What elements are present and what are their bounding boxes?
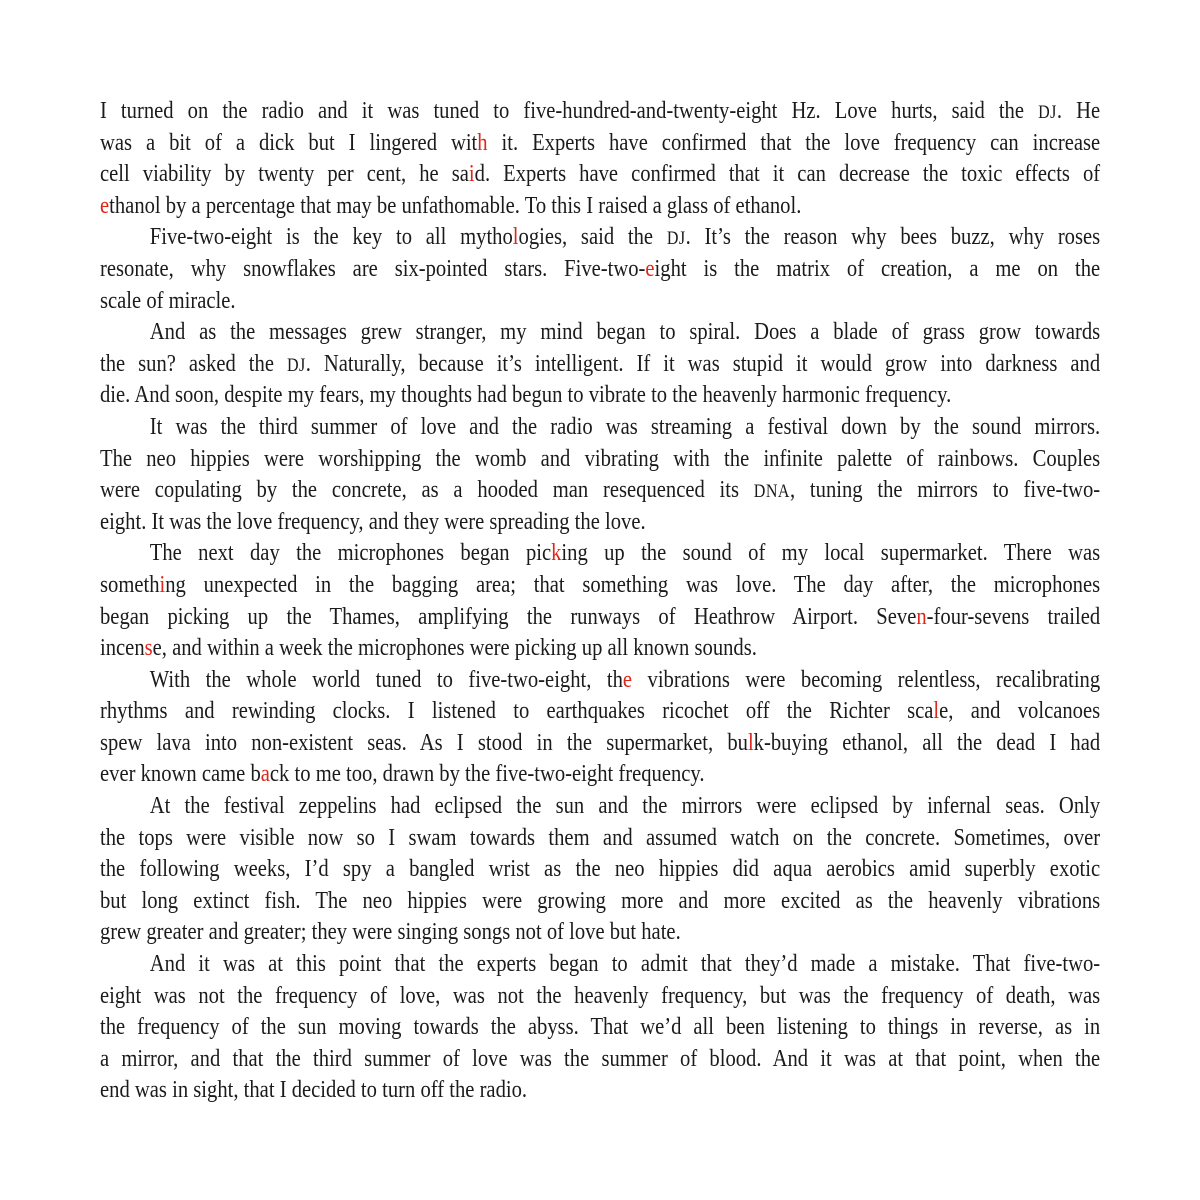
text-segment: die. And soon, despite my fears, my thoughts had begun to vibrate to the heavenly harmonic frequency. — [100, 382, 952, 409]
text-segment: Five-two-eight is the key to all mytho — [149, 224, 513, 251]
text-line — [100, 412, 1100, 444]
paragraph — [100, 96, 1100, 222]
text-segment: At the festival zeppelins had eclipsed the sun and the mirrors were eclipsed by infernal seas. Only — [149, 793, 1101, 820]
text-line — [100, 444, 1100, 476]
paragraph — [100, 665, 1100, 791]
red-letter: i — [468, 161, 475, 188]
text-line — [100, 917, 1100, 949]
text-segment: resonate, why snowflakes are six-pointed stars. Five-two- — [100, 255, 646, 282]
text-segment: thanol by a percentage that may be unfathomable. To this I raised a glass of ethanol. — [109, 192, 802, 219]
text-line — [100, 507, 1100, 539]
text-line — [100, 1075, 1100, 1107]
text-segment: eight was not the frequency of love, was not the heavenly frequency, but was the frequency of death, was — [100, 982, 1101, 1009]
text-segment: ing up the sound of my local supermarket. There was — [561, 540, 1101, 567]
red-letter: l — [512, 224, 519, 251]
text-line — [100, 633, 1100, 665]
text-line — [100, 854, 1100, 886]
text-line — [100, 759, 1100, 791]
paragraph — [100, 791, 1100, 949]
text-segment: And it was at this point that the experts began to admit that they’d made a mistake. That five-two- — [149, 951, 1101, 978]
text-segment: d. Experts have confirmed that it can decrease the toxic effects of — [474, 161, 1101, 188]
text-segment: The next day the microphones began pic — [149, 540, 552, 567]
text-segment: vibrations were becoming relentless, recalibrating — [632, 666, 1101, 693]
text-line — [100, 349, 1100, 381]
text-line — [100, 1012, 1100, 1044]
text-segment: . It’s the reason why bees buzz, why roses — [685, 224, 1101, 251]
text-segment: k-buying ethanol, all the dead I had — [753, 729, 1101, 756]
text-line — [100, 191, 1100, 223]
text-segment: I turned on the radio and it was tuned to five-hundred-and-twenty-eight Hz. Love hurts, said the — [100, 98, 1039, 124]
text-line — [100, 1044, 1100, 1076]
red-letter: e — [100, 192, 110, 219]
text-line — [100, 159, 1100, 191]
text-segment: ck to me too, drawn by the five-two-eight frequency. — [269, 761, 705, 788]
text-segment: it. Experts have confirmed that the love frequency can increase — [487, 129, 1101, 156]
red-letter: a — [260, 761, 270, 788]
paragraph — [100, 538, 1100, 664]
paragraph — [100, 412, 1100, 538]
text-line — [100, 254, 1100, 286]
text-line — [100, 380, 1100, 412]
red-letter: i — [159, 571, 166, 598]
text-segment: cell viability by twenty per cent, he sa — [100, 161, 469, 188]
red-letter: n — [916, 603, 927, 630]
text-segment: , tuning the mirrors to five-two- — [790, 477, 1101, 504]
text-line — [100, 128, 1100, 160]
text-segment: were copulating by the concrete, as a hooded man resequenced its — [100, 477, 754, 504]
smallcaps-text: DNA — [753, 481, 791, 503]
text-segment: It was the third summer of love and the radio was streaming a festival down by the sound mirrors. — [149, 413, 1101, 440]
text-line — [100, 286, 1100, 318]
text-segment: eight. It was the love frequency, and they were spreading the love. — [100, 508, 646, 535]
text-line — [100, 602, 1100, 634]
text-segment: rhythms and rewinding clocks. I listened to earthquakes ricochet off the Richter sca — [100, 698, 934, 725]
text-line — [100, 981, 1100, 1013]
red-letter: l — [933, 698, 940, 725]
text-segment: grew greater and greater; they were singing songs not of love but hate. — [100, 919, 681, 946]
text-line — [100, 317, 1100, 349]
text-segment: With the whole world tuned to five-two-eight, th — [149, 666, 623, 693]
text-segment: was a bit of a dick but I lingered wit — [100, 129, 478, 156]
text-segment: scale of miracle. — [100, 287, 236, 314]
smallcaps-text: DJ — [666, 228, 686, 250]
text-segment: ever known came b — [100, 761, 261, 788]
text-line — [100, 665, 1100, 697]
document-body — [100, 96, 1100, 1107]
text-segment: The neo hippies were worshipping the womb and vibrating with the infinite palette of rainbows. Couples — [100, 445, 1101, 472]
smallcaps-text: DJ — [1038, 102, 1057, 123]
text-segment: ight is the matrix of creation, a me on the — [654, 255, 1101, 282]
paragraph — [100, 317, 1100, 412]
text-line — [100, 949, 1100, 981]
smallcaps-text: DJ — [286, 354, 306, 376]
red-letter: s — [144, 635, 153, 662]
red-letter: l — [747, 729, 754, 756]
text-line — [100, 728, 1100, 760]
text-line — [100, 222, 1100, 254]
text-segment: the frequency of the sun moving towards the abyss. That we’d all been listening to things in reverse, as in — [100, 1014, 1101, 1041]
paragraph — [100, 949, 1100, 1107]
text-line — [100, 570, 1100, 602]
text-line — [100, 475, 1100, 507]
text-segment: e, and volcanoes — [939, 698, 1101, 725]
text-segment: And as the messages grew stranger, my mind began to spiral. Does a blade of grass grow towards — [149, 319, 1101, 346]
text-segment: . Naturally, because it’s intelligent. If it was stupid it would grow into darkness and — [305, 350, 1101, 377]
text-line — [100, 886, 1100, 918]
text-line — [100, 696, 1100, 728]
text-line — [100, 96, 1100, 128]
red-letter: e — [645, 255, 655, 282]
text-segment: the tops were visible now so I swam towards them and assumed watch on the concrete. Sometimes, over — [100, 824, 1101, 851]
red-letter: e — [622, 666, 633, 693]
paragraph — [100, 222, 1100, 317]
text-segment: the following weeks, I’d spy a bangled wrist as the neo hippies did aqua aerobics amid superbly exotic — [100, 856, 1101, 883]
text-line — [100, 791, 1100, 823]
text-segment: but long extinct fish. The neo hippies were growing more and more excited as the heavenly vibrations — [100, 887, 1101, 914]
text-line — [100, 538, 1100, 570]
text-line — [100, 823, 1100, 855]
text-segment: ng unexpected in the bagging area; that something was love. The day after, the microphones — [165, 571, 1101, 598]
text-segment: e, and within a week the microphones were picking up all known sounds. — [152, 635, 757, 662]
text-segment: the sun? asked the — [100, 350, 287, 377]
red-letter: k — [551, 540, 562, 567]
text-segment: end was in sight, that I decided to turn off the radio. — [100, 1077, 528, 1104]
text-segment: ogies, said the — [518, 224, 667, 251]
text-segment: incen — [100, 635, 145, 662]
red-letter: h — [477, 129, 488, 156]
text-segment: . He — [1056, 98, 1101, 124]
text-segment: a mirror, and that the third summer of love was the summer of blood. And it was at that point, when the — [100, 1045, 1101, 1072]
text-segment: someth — [100, 571, 160, 598]
text-segment: -four-sevens trailed — [926, 603, 1101, 630]
text-segment: spew lava into non-existent seas. As I stood in the supermarket, bu — [100, 729, 748, 756]
text-segment: began picking up the Thames, amplifying the runways of Heathrow Airport. Seve — [100, 603, 917, 630]
